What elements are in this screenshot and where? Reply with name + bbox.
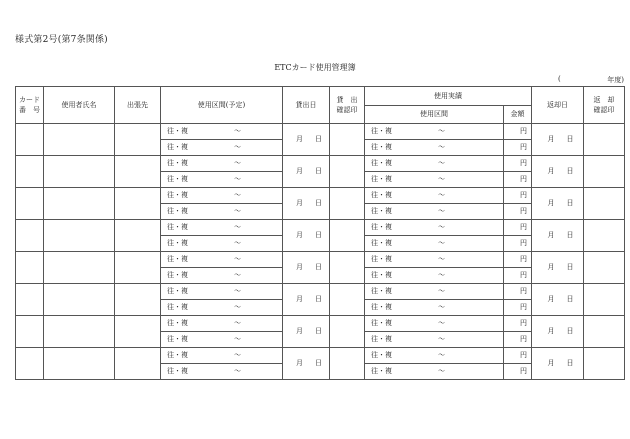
form-label: 様式第2号(第7条関係)	[15, 35, 108, 45]
lend-confirm-cell[interactable]	[330, 316, 365, 348]
actual-route-cell[interactable]	[365, 124, 504, 140]
actual-route-cell[interactable]	[365, 268, 504, 284]
yen-label: 円	[520, 159, 527, 167]
ledger-row	[16, 220, 625, 236]
tilde-mark: ～	[438, 143, 445, 151]
tilde-mark: ～	[234, 207, 241, 215]
actual-route-cell[interactable]	[365, 156, 504, 172]
tilde-mark: ～	[438, 175, 445, 183]
tilde-mark: ～	[438, 351, 445, 359]
month-label: 月	[296, 359, 303, 367]
tilde-mark: ～	[438, 319, 445, 327]
day-label: 日	[315, 263, 322, 271]
lend-confirm-cell[interactable]	[330, 220, 365, 252]
round-trip-label: 往・複	[371, 143, 392, 151]
card-number-cell[interactable]	[16, 348, 44, 380]
tilde-mark: ～	[234, 303, 241, 311]
return-confirm-cell[interactable]	[584, 220, 625, 252]
day-label: 日	[566, 327, 574, 335]
lend-date-cell[interactable]	[283, 124, 330, 156]
return-date-cell[interactable]	[532, 124, 584, 156]
tilde-mark: ～	[438, 191, 445, 199]
planned-route-cell[interactable]	[161, 140, 283, 156]
day-label: 日	[566, 231, 574, 239]
tilde-mark: ～	[438, 127, 445, 135]
card-number-cell[interactable]	[16, 220, 44, 252]
header-return-date: 返却日	[532, 87, 584, 124]
actual-route-cell[interactable]	[365, 236, 504, 252]
header-planned-route: 使用区間(予定)	[161, 87, 283, 124]
month-label: 月	[296, 295, 303, 303]
round-trip-label: 往・複	[167, 223, 188, 231]
month-label: 月	[547, 231, 555, 239]
round-trip-label: 往・複	[371, 319, 392, 327]
tilde-mark: ～	[438, 303, 445, 311]
month-label: 月	[547, 327, 555, 335]
user-name-cell[interactable]	[44, 220, 115, 252]
destination-cell[interactable]	[115, 220, 161, 252]
yen-label: 円	[520, 255, 527, 263]
month-label: 月	[547, 135, 555, 143]
round-trip-label: 往・複	[371, 351, 392, 359]
round-trip-label: 往・複	[167, 367, 188, 375]
tilde-mark: ～	[234, 287, 241, 295]
planned-route-cell[interactable]	[161, 156, 283, 172]
day-label: 日	[566, 359, 574, 367]
lend-confirm-cell[interactable]	[330, 348, 365, 380]
tilde-mark: ～	[438, 335, 445, 343]
yen-label: 円	[520, 191, 527, 199]
user-name-cell[interactable]	[44, 252, 115, 284]
month-label: 月	[547, 167, 555, 175]
round-trip-label: 往・複	[167, 303, 188, 311]
round-trip-label: 往・複	[167, 271, 188, 279]
tilde-mark: ～	[438, 287, 445, 295]
month-label: 月	[547, 295, 555, 303]
amount-cell[interactable]	[504, 300, 532, 316]
round-trip-label: 往・複	[371, 127, 392, 135]
day-label: 日	[315, 327, 322, 335]
month-label: 月	[296, 167, 303, 175]
amount-cell[interactable]	[504, 348, 532, 364]
tilde-mark: ～	[438, 239, 445, 247]
actual-route-cell[interactable]	[365, 188, 504, 204]
tilde-mark: ～	[234, 319, 241, 327]
header-actual-route: 使用区間	[365, 106, 504, 124]
round-trip-label: 往・複	[371, 303, 392, 311]
amount-cell[interactable]	[504, 140, 532, 156]
return-date-cell[interactable]	[532, 220, 584, 252]
day-label: 日	[566, 167, 574, 175]
return-confirm-cell[interactable]	[584, 284, 625, 316]
ledger-row	[16, 284, 625, 300]
round-trip-label: 往・複	[167, 335, 188, 343]
actual-route-cell[interactable]	[365, 332, 504, 348]
day-label: 日	[315, 359, 322, 367]
yen-label: 円	[520, 271, 527, 279]
yen-label: 円	[520, 335, 527, 343]
return-date-cell[interactable]	[532, 188, 584, 220]
actual-route-cell[interactable]	[365, 140, 504, 156]
yen-label: 円	[520, 207, 527, 215]
day-label: 日	[315, 295, 322, 303]
round-trip-label: 往・複	[167, 287, 188, 295]
round-trip-label: 往・複	[371, 223, 392, 231]
round-trip-label: 往・複	[371, 207, 392, 215]
user-name-cell[interactable]	[44, 188, 115, 220]
tilde-mark: ～	[234, 175, 241, 183]
ledger-row	[16, 252, 625, 268]
yen-label: 円	[520, 351, 527, 359]
month-label: 月	[547, 359, 555, 367]
month-label: 月	[296, 263, 303, 271]
round-trip-label: 往・複	[371, 191, 392, 199]
actual-route-cell[interactable]	[365, 204, 504, 220]
tilde-mark: ～	[234, 223, 241, 231]
day-label: 日	[315, 167, 322, 175]
planned-route-cell[interactable]	[161, 332, 283, 348]
yen-label: 円	[520, 239, 527, 247]
month-label: 月	[547, 199, 555, 207]
lend-date-cell[interactable]	[283, 316, 330, 348]
lend-date-cell[interactable]	[283, 252, 330, 284]
card-number-cell[interactable]	[16, 188, 44, 220]
day-label: 日	[566, 199, 574, 207]
amount-cell[interactable]	[504, 332, 532, 348]
amount-cell[interactable]	[504, 268, 532, 284]
card-number-cell[interactable]	[16, 252, 44, 284]
destination-cell[interactable]	[115, 252, 161, 284]
user-name-cell[interactable]	[44, 284, 115, 316]
tilde-mark: ～	[234, 271, 241, 279]
planned-route-cell[interactable]	[161, 252, 283, 268]
lend-confirm-cell[interactable]	[330, 156, 365, 188]
fiscal-year-field	[558, 75, 624, 85]
lend-confirm-cell[interactable]	[330, 124, 365, 156]
month-label: 月	[296, 231, 303, 239]
amount-cell[interactable]	[504, 124, 532, 140]
amount-cell[interactable]	[504, 204, 532, 220]
return-confirm-cell[interactable]	[584, 252, 625, 284]
amount-cell[interactable]	[504, 252, 532, 268]
planned-route-cell[interactable]	[161, 188, 283, 204]
tilde-mark: ～	[438, 271, 445, 279]
round-trip-label: 往・複	[371, 175, 392, 183]
return-date-cell[interactable]	[532, 156, 584, 188]
card-number-cell[interactable]	[16, 284, 44, 316]
round-trip-label: 往・複	[371, 239, 392, 247]
yen-label: 円	[520, 287, 527, 295]
year-label: 年度)	[607, 76, 624, 84]
lend-date-cell[interactable]	[283, 188, 330, 220]
tilde-mark: ～	[438, 207, 445, 215]
actual-route-cell[interactable]	[365, 300, 504, 316]
planned-route-cell[interactable]	[161, 172, 283, 188]
amount-cell[interactable]	[504, 364, 532, 380]
header-lend-date: 貸出日	[283, 87, 330, 124]
day-label: 日	[315, 135, 322, 143]
month-label: 月	[296, 135, 303, 143]
card-number-cell[interactable]	[16, 156, 44, 188]
round-trip-label: 往・複	[167, 175, 188, 183]
user-name-cell[interactable]	[44, 348, 115, 380]
amount-cell[interactable]	[504, 156, 532, 172]
lend-date-cell[interactable]	[283, 220, 330, 252]
tilde-mark: ～	[438, 223, 445, 231]
amount-cell[interactable]	[504, 236, 532, 252]
month-label: 月	[547, 263, 555, 271]
round-trip-label: 往・複	[371, 255, 392, 263]
yen-label: 円	[520, 319, 527, 327]
return-confirm-cell[interactable]	[584, 124, 625, 156]
yen-label: 円	[520, 303, 527, 311]
tilde-mark: ～	[234, 159, 241, 167]
destination-cell[interactable]	[115, 348, 161, 380]
day-label: 日	[566, 263, 574, 271]
header-amount: 金額	[504, 106, 532, 124]
round-trip-label: 往・複	[167, 319, 188, 327]
tilde-mark: ～	[438, 255, 445, 263]
planned-route-cell[interactable]	[161, 220, 283, 236]
lend-date-cell[interactable]	[283, 348, 330, 380]
lend-date-cell[interactable]	[283, 284, 330, 316]
return-date-cell[interactable]	[532, 316, 584, 348]
destination-cell[interactable]	[115, 124, 161, 156]
card-number-cell[interactable]	[16, 124, 44, 156]
month-label: 月	[296, 199, 303, 207]
user-name-cell[interactable]	[44, 316, 115, 348]
destination-cell[interactable]	[115, 188, 161, 220]
round-trip-label: 往・複	[167, 207, 188, 215]
etc-card-ledger-table	[15, 86, 625, 380]
header-actual-usage: 使用実績	[365, 87, 532, 106]
card-number-cell[interactable]	[16, 316, 44, 348]
day-label: 日	[315, 231, 322, 239]
return-confirm-cell[interactable]	[584, 156, 625, 188]
planned-route-cell[interactable]	[161, 348, 283, 364]
header-card-number: カード 番 号	[16, 87, 44, 124]
yen-label: 円	[520, 143, 527, 151]
day-label: 日	[566, 135, 574, 143]
ledger-row	[16, 316, 625, 332]
round-trip-label: 往・複	[371, 271, 392, 279]
return-date-cell[interactable]	[532, 284, 584, 316]
round-trip-label: 往・複	[167, 255, 188, 263]
lend-confirm-cell[interactable]	[330, 188, 365, 220]
tilde-mark: ～	[234, 143, 241, 151]
round-trip-label: 往・複	[167, 159, 188, 167]
return-date-cell[interactable]	[532, 252, 584, 284]
return-date-cell[interactable]	[532, 348, 584, 380]
header-destination: 出張先	[115, 87, 161, 124]
amount-cell[interactable]	[504, 188, 532, 204]
day-label: 日	[566, 295, 574, 303]
planned-route-cell[interactable]	[161, 364, 283, 380]
return-confirm-cell[interactable]	[584, 188, 625, 220]
year-open-paren: (	[558, 75, 561, 83]
ledger-row	[16, 188, 625, 204]
planned-route-cell[interactable]	[161, 316, 283, 332]
tilde-mark: ～	[234, 239, 241, 247]
actual-route-cell[interactable]	[365, 172, 504, 188]
ledger-row	[16, 348, 625, 364]
amount-cell[interactable]	[504, 316, 532, 332]
round-trip-label: 往・複	[167, 191, 188, 199]
lend-confirm-cell[interactable]	[330, 284, 365, 316]
user-name-cell[interactable]	[44, 124, 115, 156]
tilde-mark: ～	[438, 159, 445, 167]
yen-label: 円	[520, 223, 527, 231]
planned-route-cell[interactable]	[161, 204, 283, 220]
yen-label: 円	[520, 127, 527, 135]
planned-route-cell[interactable]	[161, 124, 283, 140]
round-trip-label: 往・複	[371, 367, 392, 375]
round-trip-label: 往・複	[167, 239, 188, 247]
planned-route-cell[interactable]	[161, 284, 283, 300]
lend-confirm-cell[interactable]	[330, 252, 365, 284]
round-trip-label: 往・複	[371, 159, 392, 167]
actual-route-cell[interactable]	[365, 284, 504, 300]
tilde-mark: ～	[234, 335, 241, 343]
ledger-row	[16, 156, 625, 172]
tilde-mark: ～	[234, 367, 241, 375]
planned-route-cell[interactable]	[161, 236, 283, 252]
tilde-mark: ～	[438, 367, 445, 375]
user-name-cell[interactable]	[44, 156, 115, 188]
tilde-mark: ～	[234, 255, 241, 263]
round-trip-label: 往・複	[167, 143, 188, 151]
actual-route-cell[interactable]	[365, 348, 504, 364]
round-trip-label: 往・複	[371, 287, 392, 295]
return-confirm-cell[interactable]	[584, 316, 625, 348]
return-confirm-cell[interactable]	[584, 348, 625, 380]
tilde-mark: ～	[234, 351, 241, 359]
yen-label: 円	[520, 175, 527, 183]
tilde-mark: ～	[234, 191, 241, 199]
header-lend-confirm: 貸 出 確認印	[330, 87, 365, 124]
lend-date-cell[interactable]	[283, 156, 330, 188]
actual-route-cell[interactable]	[365, 220, 504, 236]
actual-route-cell[interactable]	[365, 316, 504, 332]
round-trip-label: 往・複	[167, 351, 188, 359]
destination-cell[interactable]	[115, 316, 161, 348]
destination-cell[interactable]	[115, 284, 161, 316]
planned-route-cell[interactable]	[161, 268, 283, 284]
header-user-name: 使用者氏名	[44, 87, 115, 124]
day-label: 日	[315, 199, 322, 207]
yen-label: 円	[520, 367, 527, 375]
ledger-row	[16, 124, 625, 140]
amount-cell[interactable]	[504, 220, 532, 236]
amount-cell[interactable]	[504, 172, 532, 188]
actual-route-cell[interactable]	[365, 252, 504, 268]
round-trip-label: 往・複	[167, 127, 188, 135]
ledger-body	[16, 124, 625, 380]
document-title: ETCカード使用管理簿	[274, 63, 356, 72]
destination-cell[interactable]	[115, 156, 161, 188]
planned-route-cell[interactable]	[161, 300, 283, 316]
actual-route-cell[interactable]	[365, 364, 504, 380]
amount-cell[interactable]	[504, 284, 532, 300]
month-label: 月	[296, 327, 303, 335]
round-trip-label: 往・複	[371, 335, 392, 343]
tilde-mark: ～	[234, 127, 241, 135]
header-return-confirm: 返 却 確認印	[584, 87, 625, 124]
